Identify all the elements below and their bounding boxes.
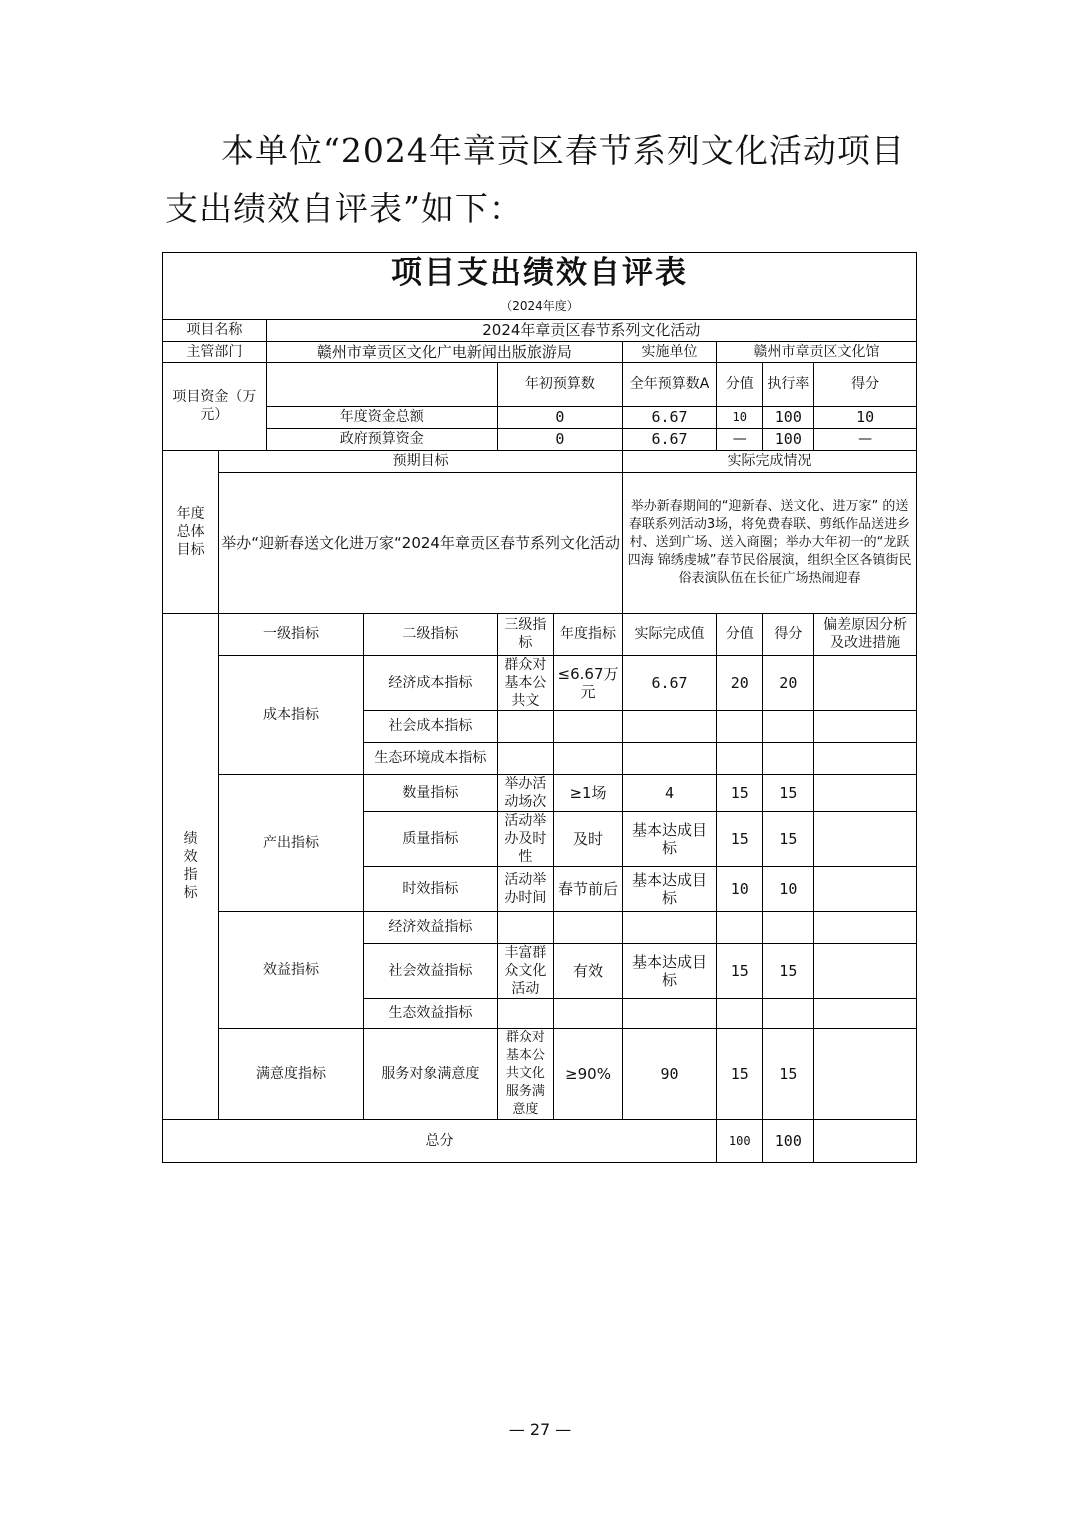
group-cost: 成本指标 (219, 655, 364, 774)
row-score (763, 710, 814, 742)
row-score (763, 742, 814, 774)
dept-label: 主管部门 (163, 341, 267, 362)
row-l3 (497, 911, 553, 943)
row-weight (717, 742, 763, 774)
row-actual: 基本达成目标 (623, 866, 717, 911)
funds-row-total-weight: 10 (717, 406, 763, 428)
total-deviation (814, 1119, 917, 1162)
table-row (163, 1028, 917, 1119)
perf-header-l2: 二级指标 (363, 613, 497, 655)
performance-table (162, 252, 917, 1163)
total-row (163, 1119, 917, 1162)
row-l3: 活动举办时间 (497, 866, 553, 911)
perf-header-l3: 三级指标 (497, 613, 553, 655)
intro-paragraph (165, 122, 925, 238)
funds-header-budget: 全年预算数A (623, 362, 717, 406)
row-weight (717, 911, 763, 943)
project-name-label: 项目名称 (163, 319, 267, 341)
row-deviation (814, 943, 917, 998)
row-l2: 经济成本指标 (363, 655, 497, 710)
perf-header-score: 得分 (763, 613, 814, 655)
row-l2: 服务对象满意度 (363, 1028, 497, 1119)
row-target (553, 742, 622, 774)
row-target: 有效 (553, 943, 622, 998)
row-weight: 10 (717, 866, 763, 911)
row-l3: 活动举办及时性 (497, 811, 553, 866)
perf-header-actual: 实际完成值 (623, 613, 717, 655)
perf-header-target: 年度指标 (553, 613, 622, 655)
row-score: 15 (763, 943, 814, 998)
row-score (763, 998, 814, 1028)
total-label: 总分 (163, 1119, 717, 1162)
expected-goal: 举办“迎新春送文化进万家“2024年章贡区春节系列文化活动 (219, 472, 623, 613)
row-score: 10 (763, 866, 814, 911)
row-actual: 基本达成目标 (623, 811, 717, 866)
group-satisfaction: 满意度指标 (219, 1028, 364, 1119)
funds-header-rate: 执行率 (763, 362, 814, 406)
impl: 赣州市章贡区文化馆 (717, 341, 917, 362)
row-l2: 社会效益指标 (363, 943, 497, 998)
row-score: 20 (763, 655, 814, 710)
group-output: 产出指标 (219, 774, 364, 911)
row-target: ≤6.67万元 (553, 655, 622, 710)
row-weight: 15 (717, 1028, 763, 1119)
table-row (163, 655, 917, 710)
row-actual: 90 (623, 1028, 717, 1119)
row-l2: 经济效益指标 (363, 911, 497, 943)
row-score: 15 (763, 1028, 814, 1119)
row-actual (623, 911, 717, 943)
funds-row-gov-initial: 0 (497, 428, 622, 450)
row-deviation (814, 998, 917, 1028)
row-deviation (814, 655, 917, 710)
group-benefit: 效益指标 (219, 911, 364, 1028)
perf-header-deviation: 偏差原因分析及改进措施 (814, 613, 917, 655)
row-target (553, 998, 622, 1028)
row-deviation (814, 710, 917, 742)
total-score: 100 (763, 1119, 814, 1162)
row-deviation (814, 811, 917, 866)
row-actual: 4 (623, 774, 717, 811)
row-deviation (814, 911, 917, 943)
dept: 赣州市章贡区文化广电新闻出版旅游局 (266, 341, 622, 362)
row-weight: 20 (717, 655, 763, 710)
row-target: 及时 (553, 811, 622, 866)
row-l2: 社会成本指标 (363, 710, 497, 742)
row-actual (623, 742, 717, 774)
funds-row-gov-score: — (814, 428, 917, 450)
row-deviation (814, 866, 917, 911)
row-target: ≥90% (553, 1028, 622, 1119)
perf-label: 绩效指标 (163, 613, 219, 1119)
row-score: 15 (763, 811, 814, 866)
perf-header-weight: 分值 (717, 613, 763, 655)
funds-row-total-label: 年度资金总额 (266, 406, 497, 428)
row-actual (623, 998, 717, 1028)
funds-header-initial: 年初预算数 (497, 362, 622, 406)
table-row (163, 911, 917, 943)
row-l2: 时效指标 (363, 866, 497, 911)
row-target: ≥1场 (553, 774, 622, 811)
funds-row-total-score: 10 (814, 406, 917, 428)
actual-result: 举办新春期间的“迎新春、送文化、进万家” 的送春联系列活动3场，将免费春联、剪纸作品送进乡村、送到广场、送入商圈；举办大年初一的“龙跃四海 锦绣虔城”春节民俗展演，组织全区各镇街民俗表演队伍在长征广场热闹迎春 (623, 472, 917, 613)
row-weight: 15 (717, 811, 763, 866)
row-target: 春节前后 (553, 866, 622, 911)
row-weight: 15 (717, 943, 763, 998)
row-score (763, 911, 814, 943)
funds-row-total-initial: 0 (497, 406, 622, 428)
row-l2: 质量指标 (363, 811, 497, 866)
perf-header-l1: 一级指标 (219, 613, 364, 655)
actual-result-header: 实际完成情况 (623, 450, 917, 472)
funds-row-gov-budget: 6.67 (623, 428, 717, 450)
row-actual: 6.67 (623, 655, 717, 710)
funds-row-gov-rate: 100 (763, 428, 814, 450)
row-weight (717, 998, 763, 1028)
funds-row-gov-weight: — (717, 428, 763, 450)
row-weight: 15 (717, 774, 763, 811)
row-weight (717, 710, 763, 742)
row-actual: 基本达成目标 (623, 943, 717, 998)
funds-header-score: 得分 (814, 362, 917, 406)
impl-label: 实施单位 (623, 341, 717, 362)
table-row (163, 774, 917, 811)
row-l3: 丰富群众文化活动 (497, 943, 553, 998)
row-deviation (814, 742, 917, 774)
table-title: 项目支出绩效自评表 (163, 253, 917, 294)
row-deviation (814, 1028, 917, 1119)
row-l3: 群众对基本公共文化服务满意度 (497, 1028, 553, 1119)
page-number: — 27 — (508, 1420, 572, 1439)
total-weight: 100 (717, 1119, 763, 1162)
project-name: 2024年章贡区春节系列文化活动 (266, 319, 916, 341)
row-target (553, 911, 622, 943)
funds-row-total-rate: 100 (763, 406, 814, 428)
row-l3: 群众对基本公共文 (497, 655, 553, 710)
row-l2: 生态效益指标 (363, 998, 497, 1028)
row-l2: 生态环境成本指标 (363, 742, 497, 774)
funds-row-total-budget: 6.67 (623, 406, 717, 428)
row-deviation (814, 774, 917, 811)
row-l2: 数量指标 (363, 774, 497, 811)
row-target (553, 710, 622, 742)
row-l3: 举办活动场次 (497, 774, 553, 811)
row-actual (623, 710, 717, 742)
intro-text: 本单位“2024年章贡区春节系列文化活动项目支出绩效自评表”如下： (165, 131, 905, 228)
table-year: （2024年度） (163, 293, 917, 319)
expected-goal-header: 预期目标 (219, 450, 623, 472)
row-l3 (497, 742, 553, 774)
goal-label: 年度总体目标 (163, 450, 219, 613)
row-l3 (497, 998, 553, 1028)
funds-row-gov-label: 政府预算资金 (266, 428, 497, 450)
row-l3 (497, 710, 553, 742)
row-score: 15 (763, 774, 814, 811)
funds-header-weight: 分值 (717, 362, 763, 406)
funds-label: 项目资金（万元） (163, 362, 267, 450)
